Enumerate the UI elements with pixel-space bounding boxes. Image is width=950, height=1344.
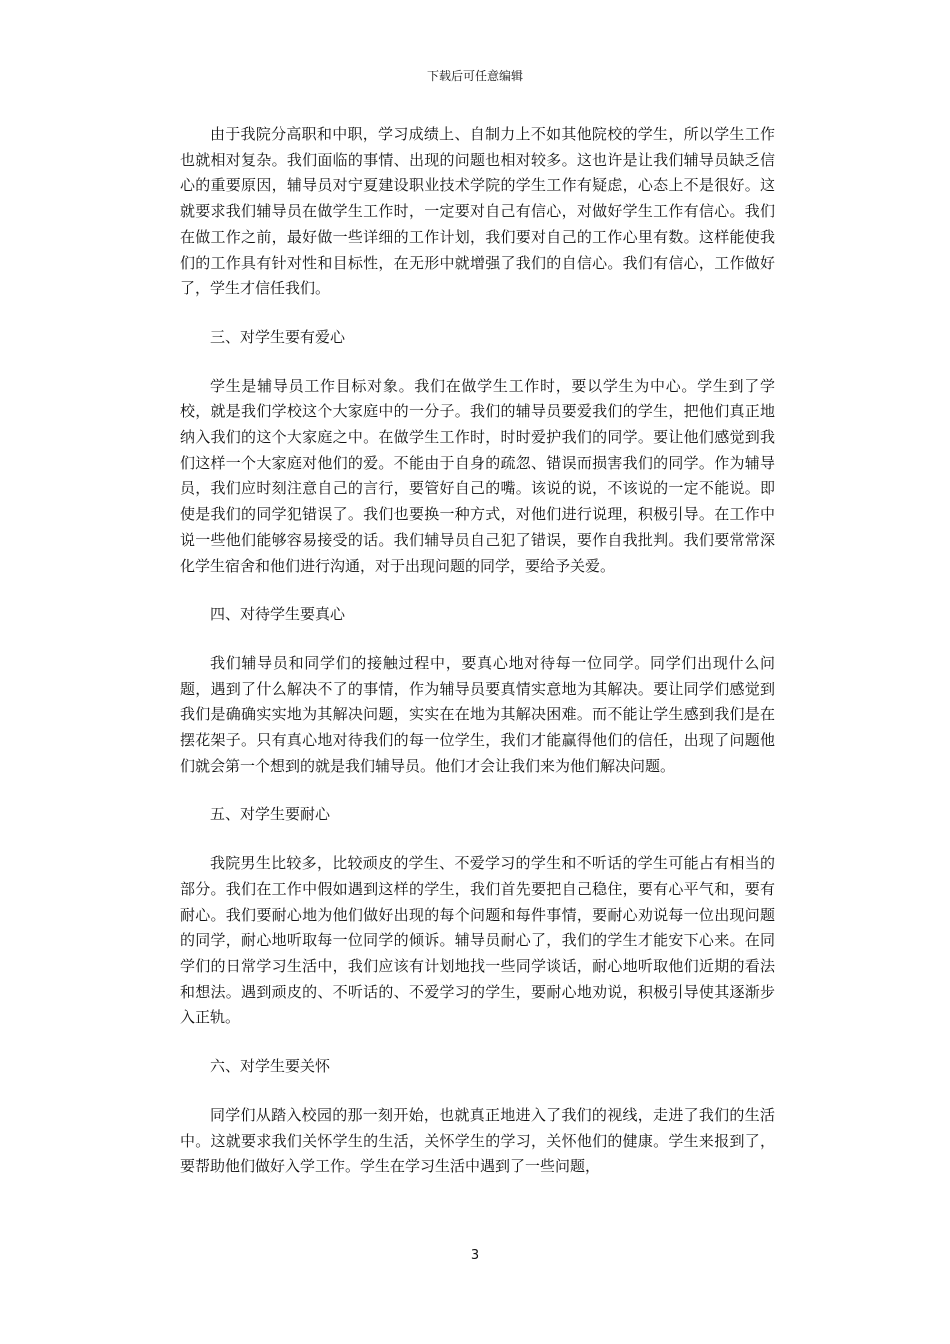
document-body [180,122,775,1203]
paragraph-confidence: 由于我院分高职和中职，学习成绩上、自制力上不如其他院校的学生，所以学生工作也就相对复杂。我们面临的事情、出现的问题也相对较多。这也许是让我们辅导员缺乏信心的重要原因，辅导员对宁夏建设职业技术学院的学生工作有疑虑，心态上不是很好。这就要求我们辅导员在做学生工作时，一定要对自己有信心，对做好学生工作有信心。我们在做工作之前，最好做一些详细的工作计划，我们要对自己的工作心里有数。这样能使我们的工作具有针对性和目标性，在无形中就增强了我们的自信心。我们有信心，工作做好了，学生才信任我们。 [180,125,775,298]
section-heading-sincerity: 四、对待学生要真心 [210,605,346,624]
section-heading-care: 六、对学生要关怀 [210,1057,331,1076]
section-heading-patience: 五、对学生要耐心 [210,805,331,824]
page-number: 3 [470,1248,480,1263]
paragraph-care: 同学们从踏入校园的那一刻开始，也就真正地进入了我们的视线，走进了我们的生活中。这就要求我们关怀学生的生活，关怀学生的学习，关怀他们的健康。学生来报到了，要帮助他们做好入学工作。学生在学习生活中遇到了一些问题， [180,1105,775,1176]
section-heading-love: 三、对学生要有爱心 [210,327,346,346]
paragraph-sincerity: 我们辅导员和同学们的接触过程中，要真心地对待每一位同学。同学们出现什么问题，遇到了什么解决不了的事情，作为辅导员要真情实意地为其解决。要让同学们感觉到我们是确确实实地为其解决问题，实实在在地为其解决困难。而不能让学生感到我们是在摆花架子。只有真心地对待我们的每一位学生，我们才能赢得他们的信任，出现了问题他们就会第一个想到的就是我们辅导员。他们才会让我们来为他们解决问题。 [180,653,775,775]
paragraph-patience: 我院男生比较多，比较顽皮的学生、不爱学习的学生和不听话的学生可能占有相当的部分。我们在工作中假如遇到这样的学生，我们首先要把自己稳住，要有心平气和，要有耐心。我们要耐心地为他们做好出现的每个问题和每件事情，要耐心劝说每一位出现问题的同学，耐心地听取每一位同学的倾诉。辅导员耐心了，我们的学生才能安下心来。在同学们的日常学习生活中，我们应该有计划地找一些同学谈话，耐心地听取他们近期的看法和想法。遇到顽皮的、不听话的、不爱学习的学生，要耐心地劝说，积极引导使其逐渐步入正轨。 [180,854,775,1027]
paragraph-love: 学生是辅导员工作目标对象。我们在做学生工作时，要以学生为中心。学生到了学校，就是我们学校这个大家庭中的一分子。我们的辅导员要爱我们的学生，把他们真正地纳入我们的这个大家庭之中。在做学生工作时，时时爱护我们的同学。要让他们感觉到我们这样一个大家庭对他们的爱。不能由于自身的疏忽、错误而损害我们的同学。作为辅导员，我们应时刻注意自己的言行，要管好自己的嘴。该说的说，不该说的一定不能说。即使是我们的同学犯错误了。我们也要换一种方式，对他们进行说理，积极引导。在工作中说一些他们能够容易接受的话。我们辅导员自己犯了错误，要作自我批判。我们要常常深化学生宿舍和他们进行沟通，对于出现问题的同学，要给予关爱。 [180,376,775,575]
page-header-note: 下载后可任意编辑 [426,69,523,83]
